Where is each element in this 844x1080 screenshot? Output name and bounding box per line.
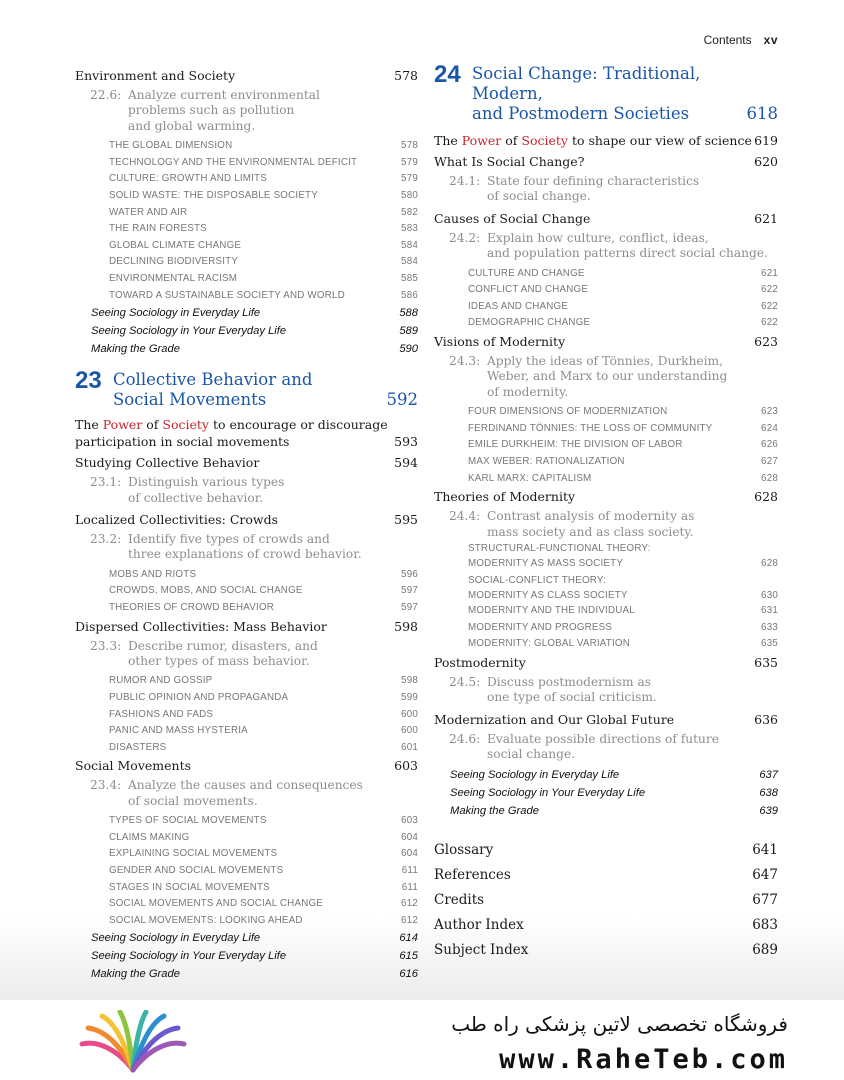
back-matter-entry-title: Author Index bbox=[434, 917, 524, 934]
feature-entry-title: Seeing Sociology in Everyday Life bbox=[91, 307, 261, 320]
subsection-entry-title: THE GLOBAL DIMENSION bbox=[109, 140, 233, 152]
subsection-entry-title: CULTURE: GROWTH AND LIMITS bbox=[109, 173, 267, 185]
subsection-entry[interactable] bbox=[75, 254, 418, 271]
power-word: of bbox=[505, 133, 518, 148]
objective-23-1 bbox=[75, 475, 418, 506]
objective-24-1 bbox=[434, 174, 778, 205]
running-head bbox=[704, 33, 778, 47]
power-word-red: Society bbox=[521, 133, 568, 148]
feature-entry-title: Making the Grade bbox=[91, 968, 180, 981]
toc-section-environment[interactable] bbox=[75, 66, 418, 86]
power-word: of bbox=[146, 417, 159, 433]
objective-text: Apply the ideas of Tönnies, Durkheim, bbox=[487, 354, 723, 368]
subsection-page: 630 bbox=[761, 590, 778, 601]
subsection-entry-title: FASHIONS AND FADS bbox=[109, 708, 214, 720]
back-matter-entry[interactable] bbox=[434, 888, 778, 913]
feature-entry[interactable] bbox=[434, 766, 778, 784]
subsection-entry-page: 596 bbox=[401, 568, 418, 580]
subsection-structural-functional[interactable] bbox=[434, 541, 778, 571]
section-page: 594 bbox=[394, 455, 418, 471]
power-word-red: Power bbox=[102, 417, 143, 433]
back-matter-entry[interactable] bbox=[434, 913, 778, 938]
power-of-society-entry[interactable] bbox=[434, 132, 778, 149]
power-of-society-entry[interactable] bbox=[75, 416, 418, 450]
section-title: Social Movements bbox=[75, 758, 192, 774]
chapter-23-heading[interactable] bbox=[75, 368, 418, 410]
subsection-entry-page: 628 bbox=[761, 472, 778, 484]
feature-entry-title: Making the Grade bbox=[450, 805, 539, 818]
feature-entry[interactable] bbox=[75, 304, 418, 322]
subsection-entry[interactable] bbox=[75, 171, 418, 188]
power-text: participation in social movements bbox=[75, 434, 290, 450]
subsection-entry-page: 600 bbox=[401, 708, 418, 720]
feature-entry-page: 589 bbox=[399, 325, 418, 338]
back-matter-entry-title: Credits bbox=[434, 892, 485, 909]
section-title: Environment and Society bbox=[75, 68, 236, 83]
subsection-entry-title: THE RAIN FORESTS bbox=[109, 223, 207, 235]
subsection-entry[interactable] bbox=[434, 404, 778, 421]
subsection-entry-title: TYPES OF SOCIAL MOVEMENTS bbox=[109, 815, 267, 827]
feature-entry-page: 639 bbox=[759, 805, 778, 818]
subsection-entry-title: KARL MARX: CAPITALISM bbox=[468, 472, 592, 484]
objective-text: problems such as pollution bbox=[128, 103, 295, 118]
toc-section-studying[interactable] bbox=[75, 453, 418, 473]
subsection-entry-page: 600 bbox=[401, 725, 418, 737]
subsection-entry-page: 612 bbox=[401, 898, 418, 910]
subsection-entry-page: 583 bbox=[401, 223, 418, 235]
power-word-red: Power bbox=[461, 133, 502, 148]
subsection-entry-title: CONFLICT AND CHANGE bbox=[468, 284, 589, 296]
section-title: What Is Social Change? bbox=[434, 154, 585, 169]
objective-text: other types of mass behavior. bbox=[128, 653, 310, 668]
subsection-entry-title: CLAIMS MAKING bbox=[109, 831, 190, 843]
section-page: 620 bbox=[754, 154, 778, 169]
feature-entry-page: 614 bbox=[399, 932, 418, 945]
toc-left-column bbox=[75, 66, 418, 983]
feature-entry-title: Seeing Sociology in Everyday Life bbox=[450, 769, 620, 782]
toc-section-global-future[interactable] bbox=[434, 710, 778, 730]
subsection-entry-page: 612 bbox=[401, 914, 418, 926]
subsection-entry[interactable] bbox=[434, 421, 778, 438]
subsection-title: SOCIAL-CONFLICT THEORY: bbox=[468, 575, 606, 586]
chapter-title: and Postmodern Societies bbox=[472, 104, 690, 123]
subsection-entry-page: 604 bbox=[401, 848, 418, 860]
section-title: Theories of Modernity bbox=[434, 489, 576, 505]
chapter-title: Social Change: Traditional, Modern, bbox=[472, 64, 701, 103]
objective-text: Explain how culture, conflict, ideas, bbox=[487, 230, 709, 245]
feature-entry-page: 615 bbox=[399, 950, 418, 963]
subsection-entry-page: 601 bbox=[401, 741, 418, 753]
subsection-entry-page: 631 bbox=[761, 605, 778, 616]
back-matter-list bbox=[434, 838, 778, 963]
subsection-entry[interactable] bbox=[434, 299, 778, 316]
subsection-list bbox=[434, 266, 778, 332]
subsection-entry-title: PUBLIC OPINION AND PROPAGANDA bbox=[109, 691, 289, 703]
objective-text: one type of social criticism. bbox=[487, 690, 657, 705]
objective-number: 24.2: bbox=[449, 230, 481, 245]
objective-number: 24.1: bbox=[449, 174, 481, 188]
subsection-entry-page: 579 bbox=[401, 173, 418, 185]
subsection-list bbox=[75, 138, 418, 304]
subsection-entry-page: 586 bbox=[401, 289, 418, 301]
section-page: 603 bbox=[394, 758, 418, 774]
feature-entry[interactable] bbox=[75, 340, 418, 358]
subsection-entry[interactable] bbox=[75, 740, 418, 757]
feature-entry-title: Seeing Sociology in Your Everyday Life bbox=[91, 325, 287, 338]
feature-entry-page: 588 bbox=[399, 307, 418, 320]
back-matter-entry-page: 641 bbox=[752, 842, 778, 859]
subsection-entry-page: 633 bbox=[761, 621, 778, 633]
subsection-entry[interactable] bbox=[434, 282, 778, 299]
objective-text: social change. bbox=[487, 747, 576, 761]
subsection-entry-title: ENVIRONMENTAL RACISM bbox=[109, 272, 238, 284]
subsection-entry-page: 627 bbox=[761, 456, 778, 467]
feature-entry[interactable] bbox=[75, 929, 418, 947]
subsection-entry[interactable] bbox=[434, 636, 778, 653]
chapter-24-heading[interactable] bbox=[434, 62, 778, 124]
objective-23-3 bbox=[75, 639, 418, 670]
subsection-entry-page: 584 bbox=[401, 256, 418, 268]
subsection-entry-title: EXPLAINING SOCIAL MOVEMENTS bbox=[109, 848, 278, 860]
objective-23-2 bbox=[75, 532, 418, 563]
subsection-entry[interactable] bbox=[75, 846, 418, 863]
subsection-list bbox=[434, 603, 778, 653]
subsection-entry[interactable] bbox=[75, 813, 418, 830]
objective-number: 23.4: bbox=[90, 778, 122, 793]
objective-22-6 bbox=[75, 88, 418, 134]
section-page: 621 bbox=[754, 210, 778, 226]
feature-entry-title: Seeing Sociology in Everyday Life bbox=[91, 932, 261, 945]
subsection-entry-title: FERDINAND TÖNNIES: THE LOSS OF COMMUNITY bbox=[468, 422, 713, 434]
objective-number: 23.3: bbox=[90, 638, 122, 653]
feature-entry-title: Seeing Sociology in Your Everyday Life bbox=[91, 950, 287, 963]
objective-text: of social movements. bbox=[128, 793, 258, 808]
toc-section-what[interactable] bbox=[434, 152, 778, 172]
subsection-entry[interactable] bbox=[75, 880, 418, 897]
subsection-entry-title: GLOBAL CLIMATE CHANGE bbox=[109, 239, 242, 251]
subsection-entry[interactable] bbox=[75, 155, 418, 172]
feature-entry[interactable] bbox=[434, 802, 778, 820]
subsection-entry-title: CULTURE AND CHANGE bbox=[468, 267, 585, 279]
toc-section-movements[interactable] bbox=[75, 756, 418, 776]
subsection-entry[interactable] bbox=[434, 437, 778, 454]
subsection-entry-title: TOWARD A SUSTAINABLE SOCIETY AND WORLD bbox=[109, 289, 345, 301]
subsection-entry-page: 621 bbox=[761, 267, 778, 279]
section-page: 628 bbox=[754, 489, 778, 505]
back-matter-entry-page: 683 bbox=[752, 917, 778, 934]
subsection-entry[interactable] bbox=[75, 205, 418, 222]
section-page: 635 bbox=[754, 654, 778, 670]
subsection-entry[interactable] bbox=[75, 238, 418, 255]
objective-text: Analyze current environmental bbox=[128, 88, 320, 102]
objective-24-6 bbox=[434, 732, 778, 763]
subsection-entry-title: MODERNITY AND THE INDIVIDUAL bbox=[468, 605, 635, 616]
objective-number: 23.2: bbox=[90, 531, 122, 546]
chapter-number: 23 bbox=[75, 367, 102, 395]
subsection-entry-page: 604 bbox=[401, 831, 418, 843]
subsection-page: 628 bbox=[761, 558, 778, 569]
chapter-title: Collective Behavior and bbox=[113, 370, 313, 390]
subsection-entry[interactable] bbox=[75, 896, 418, 913]
subsection-entry-title: THEORIES OF CROWD BEHAVIOR bbox=[109, 601, 275, 613]
objective-24-3 bbox=[434, 354, 778, 400]
subsection-entry-page: 597 bbox=[401, 585, 418, 597]
objective-number: 24.6: bbox=[449, 731, 481, 746]
running-head-label: Contents bbox=[703, 33, 752, 47]
subsection-entry[interactable] bbox=[75, 863, 418, 880]
back-matter-entry-page: 689 bbox=[752, 942, 778, 959]
objective-text: Describe rumor, disasters, and bbox=[128, 638, 318, 653]
subsection-entry[interactable] bbox=[434, 454, 778, 471]
objective-text: and global warming. bbox=[128, 118, 256, 133]
section-title: Studying Collective Behavior bbox=[75, 455, 260, 471]
toc-section-postmodernity[interactable] bbox=[434, 653, 778, 673]
objective-text: Identify five types of crowds and bbox=[128, 531, 330, 546]
section-page: 593 bbox=[394, 434, 418, 450]
subsection-entry-page: 635 bbox=[761, 638, 778, 650]
objective-24-4 bbox=[434, 509, 778, 540]
subsection-entry[interactable] bbox=[75, 567, 418, 584]
subsection-entry-title: WATER AND AIR bbox=[109, 206, 188, 218]
subsection-entry-title: EMILE DURKHEIM: THE DIVISION OF LABOR bbox=[468, 439, 683, 451]
feature-entry[interactable] bbox=[75, 965, 418, 983]
subsection-entry-page: 580 bbox=[401, 190, 418, 201]
subsection-entry[interactable] bbox=[434, 603, 778, 620]
objective-text: mass society and as class society. bbox=[487, 524, 694, 539]
subsection-entry-page: 611 bbox=[401, 864, 418, 876]
feature-entry-page: 590 bbox=[399, 343, 418, 356]
section-title: Modernization and Our Global Future bbox=[434, 711, 675, 727]
objective-number: 22.6: bbox=[90, 88, 122, 102]
objective-24-5 bbox=[434, 675, 778, 706]
subsection-entry-page: 622 bbox=[761, 300, 778, 312]
subsection-entry-page: 579 bbox=[401, 156, 418, 168]
feature-entry[interactable] bbox=[75, 322, 418, 340]
subsection-entry[interactable] bbox=[75, 600, 418, 617]
subsection-entry[interactable] bbox=[75, 723, 418, 740]
subsection-entry-title: RUMOR AND GOSSIP bbox=[109, 675, 213, 687]
subsection-social-conflict[interactable] bbox=[434, 573, 778, 603]
back-matter-entry-title: References bbox=[434, 867, 511, 884]
subsection-entry-title: IDEAS AND CHANGE bbox=[468, 300, 569, 312]
subsection-entry-page: 582 bbox=[401, 206, 418, 218]
feature-list bbox=[75, 929, 418, 983]
section-page: 595 bbox=[394, 511, 418, 527]
watermark-footer bbox=[0, 1000, 844, 1080]
subsection-entry-page: 626 bbox=[761, 439, 778, 451]
subsection-entry-title: SOLID WASTE: THE DISPOSABLE SOCIETY bbox=[109, 190, 318, 201]
subsection-entry[interactable] bbox=[75, 673, 418, 690]
subsection-entry[interactable] bbox=[75, 690, 418, 707]
power-word: The bbox=[434, 133, 458, 148]
subsection-entry-page: 585 bbox=[401, 272, 418, 284]
subsection-entry-title: MODERNITY AND PROGRESS bbox=[468, 621, 613, 633]
toc-section-crowds[interactable] bbox=[75, 510, 418, 530]
back-matter-entry[interactable] bbox=[434, 938, 778, 963]
subsection-entry-page: 623 bbox=[761, 406, 778, 418]
objective-text: Contrast analysis of modernity as bbox=[487, 509, 695, 524]
subsection-entry[interactable] bbox=[434, 471, 778, 488]
back-matter-entry-title: Subject Index bbox=[434, 942, 529, 959]
subsection-entry-page: 597 bbox=[401, 601, 418, 613]
watermark-brand-text: فروشگاه تخصصی لاتین پزشکی راه طب bbox=[451, 1012, 788, 1036]
objective-number: 24.4: bbox=[449, 509, 481, 524]
power-word-red: Society bbox=[162, 417, 209, 433]
section-title: Localized Collectivities: Crowds bbox=[75, 511, 278, 527]
subsection-list bbox=[75, 567, 418, 617]
subsection-entry[interactable] bbox=[75, 913, 418, 930]
subsection-entry-title: SOCIAL MOVEMENTS: LOOKING AHEAD bbox=[109, 914, 303, 926]
chapter-page: 592 bbox=[386, 390, 418, 410]
subsection-entry-page: 624 bbox=[761, 422, 778, 434]
feature-list bbox=[434, 766, 778, 820]
toc-right-column bbox=[434, 62, 778, 963]
chapter-title: Social Movements bbox=[113, 390, 267, 410]
subsection-entry-title: DECLINING BIODIVERSITY bbox=[109, 256, 239, 268]
feature-entry[interactable] bbox=[75, 947, 418, 965]
back-matter-entry[interactable] bbox=[434, 863, 778, 888]
power-word: The bbox=[75, 417, 99, 433]
subsection-entry-page: 584 bbox=[401, 239, 418, 251]
subsection-title: STRUCTURAL-FUNCTIONAL THEORY: bbox=[468, 543, 651, 554]
objective-text: of modernity. bbox=[487, 384, 569, 399]
subsection-entry-title: MOBS AND RIOTS bbox=[109, 568, 197, 580]
subsection-entry-title: SOCIAL MOVEMENTS AND SOCIAL CHANGE bbox=[109, 898, 324, 910]
subsection-entry[interactable] bbox=[75, 271, 418, 288]
subsection-entry[interactable] bbox=[75, 221, 418, 238]
objective-number: 24.5: bbox=[449, 674, 481, 689]
feature-entry[interactable] bbox=[434, 784, 778, 802]
back-matter-entry-page: 647 bbox=[752, 867, 778, 884]
objective-text: three explanations of crowd behavior. bbox=[128, 547, 362, 562]
back-matter-entry-title: Glossary bbox=[434, 842, 494, 859]
objective-number: 24.3: bbox=[449, 354, 481, 368]
section-title: Visions of Modernity bbox=[434, 334, 566, 349]
subsection-entry[interactable] bbox=[434, 315, 778, 332]
subsection-entry-title: DISASTERS bbox=[109, 741, 167, 753]
subsection-entry-title: MODERNITY: GLOBAL VARIATION bbox=[468, 638, 630, 650]
subsection-entry[interactable] bbox=[75, 707, 418, 724]
feature-entry-page: 616 bbox=[399, 968, 418, 981]
subsection-entry-title: GENDER AND SOCIAL MOVEMENTS bbox=[109, 864, 284, 876]
objective-number: 23.1: bbox=[90, 475, 122, 490]
subsection-entry-title: STAGES IN SOCIAL MOVEMENTS bbox=[109, 881, 270, 893]
feature-entry-page: 637 bbox=[759, 769, 778, 782]
section-page: 636 bbox=[754, 711, 778, 727]
back-matter-entry[interactable] bbox=[434, 838, 778, 863]
subsection-entry[interactable] bbox=[75, 583, 418, 600]
subsection-entry-title: TECHNOLOGY AND THE ENVIRONMENTAL DEFICIT bbox=[109, 156, 358, 168]
subsection-list bbox=[75, 813, 418, 929]
objective-23-4 bbox=[75, 778, 418, 809]
subsection-list bbox=[434, 404, 778, 487]
subsection-entry[interactable] bbox=[75, 188, 418, 205]
feature-entry-page: 638 bbox=[759, 787, 778, 800]
toc-section-theories[interactable] bbox=[434, 487, 778, 507]
open-book-logo-icon bbox=[78, 1010, 188, 1076]
chapter-page: 618 bbox=[746, 104, 778, 123]
subsection-entry-title: CROWDS, MOBS, AND SOCIAL CHANGE bbox=[109, 585, 303, 597]
section-title: Dispersed Collectivities: Mass Behavior bbox=[75, 618, 327, 634]
section-title: Causes of Social Change bbox=[434, 210, 591, 226]
subsection-entry-page: 622 bbox=[761, 284, 778, 296]
power-text: to encourage or discourage bbox=[212, 417, 388, 433]
subsection-entry[interactable] bbox=[434, 620, 778, 637]
objective-text: and population patterns direct social change. bbox=[487, 246, 768, 261]
subsection-entry-page: 603 bbox=[401, 815, 418, 827]
subsection-list bbox=[75, 673, 418, 756]
objective-text: Distinguish various types bbox=[128, 475, 285, 490]
feature-entry-title: Seeing Sociology in Your Everyday Life bbox=[450, 787, 646, 800]
subsection-entry[interactable] bbox=[75, 830, 418, 847]
objective-text: Discuss postmodernism as bbox=[487, 674, 651, 689]
section-page: 598 bbox=[394, 618, 418, 634]
objective-text: State four defining characteristics bbox=[487, 174, 700, 188]
feature-entry-title: Making the Grade bbox=[91, 343, 180, 356]
section-title: Postmodernity bbox=[434, 654, 526, 670]
subsection-title: MODERNITY AS CLASS SOCIETY bbox=[468, 590, 628, 601]
subsection-entry-title: MAX WEBER: RATIONALIZATION bbox=[468, 456, 625, 467]
objective-24-2 bbox=[434, 231, 778, 262]
subsection-title: MODERNITY AS MASS SOCIETY bbox=[468, 558, 624, 569]
toc-section-visions[interactable] bbox=[434, 332, 778, 352]
subsection-entry[interactable] bbox=[75, 288, 418, 305]
subsection-entry-title: FOUR DIMENSIONS OF MODERNIZATION bbox=[468, 406, 668, 418]
power-text: to shape our view of science bbox=[571, 133, 752, 148]
subsection-entry-title: PANIC AND MASS HYSTERIA bbox=[109, 725, 248, 737]
section-page: 578 bbox=[394, 68, 418, 83]
section-page: 623 bbox=[754, 334, 778, 349]
subsection-entry-page: 599 bbox=[401, 691, 418, 703]
feature-list bbox=[75, 304, 418, 358]
toc-section-mass[interactable] bbox=[75, 617, 418, 637]
chapter-number: 24 bbox=[434, 61, 461, 88]
subsection-entry-page: 611 bbox=[401, 881, 418, 893]
objective-text: of social change. bbox=[487, 189, 591, 204]
back-matter-entry-page: 677 bbox=[752, 892, 778, 909]
objective-text: Analyze the causes and consequences bbox=[128, 778, 363, 793]
watermark-url: www.RaheTeb.com bbox=[499, 1044, 788, 1075]
objective-text: of collective behavior. bbox=[128, 490, 264, 505]
subsection-entry-page: 622 bbox=[761, 317, 778, 329]
running-head-page: xv bbox=[763, 33, 778, 47]
subsection-entry-title: DEMOGRAPHIC CHANGE bbox=[468, 317, 591, 329]
subsection-entry-page: 578 bbox=[401, 140, 418, 152]
subsection-entry-page: 598 bbox=[401, 675, 418, 687]
section-page: 619 bbox=[754, 133, 778, 148]
objective-text: Weber, and Marx to our understanding bbox=[487, 369, 728, 384]
toc-section-causes[interactable] bbox=[434, 209, 778, 229]
subsection-entry[interactable] bbox=[434, 266, 778, 283]
subsection-entry[interactable] bbox=[75, 138, 418, 155]
objective-text: Evaluate possible directions of future bbox=[487, 731, 719, 746]
